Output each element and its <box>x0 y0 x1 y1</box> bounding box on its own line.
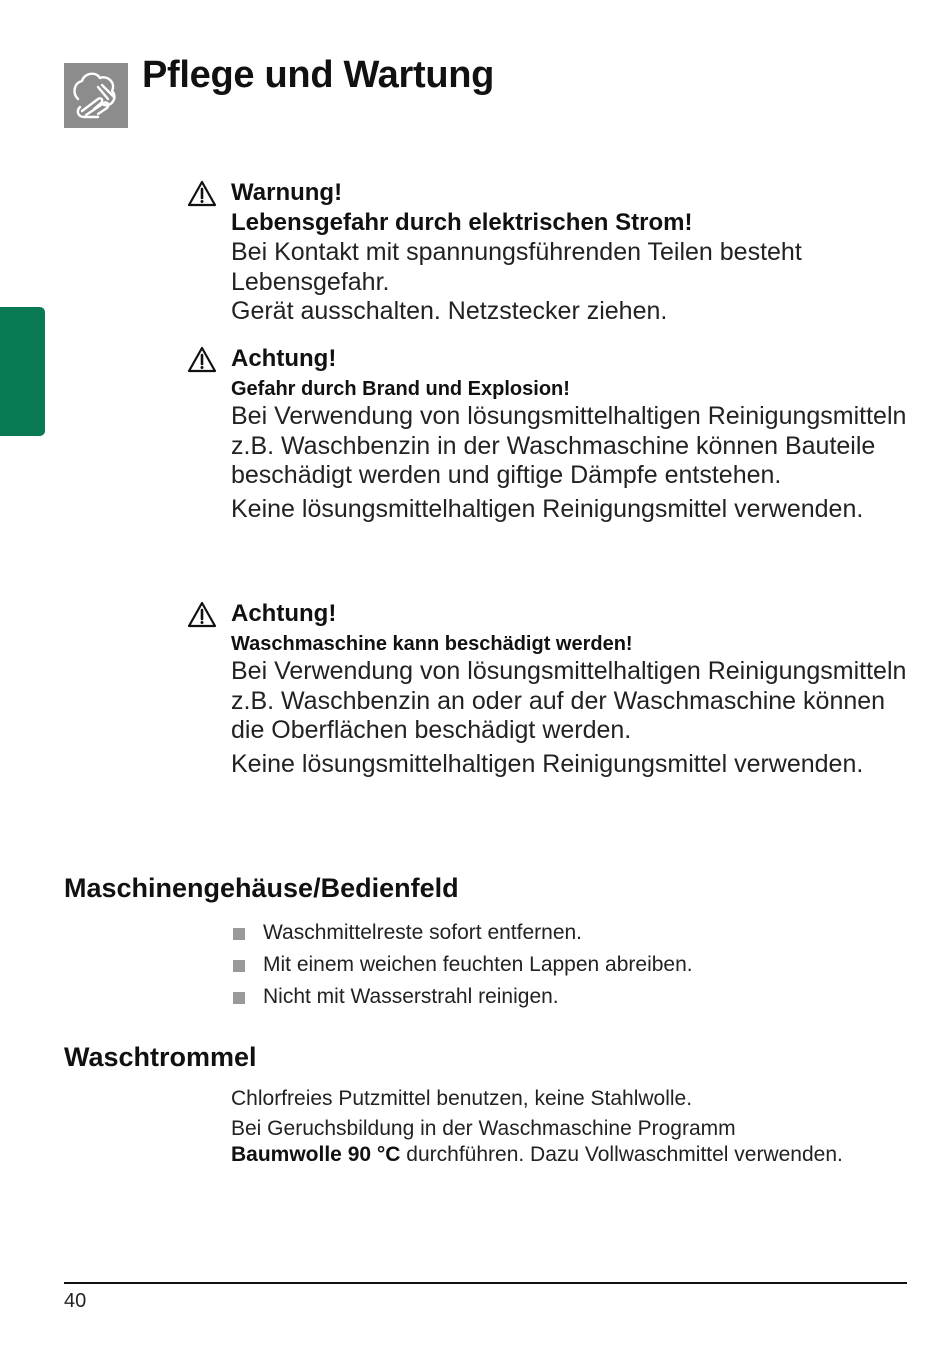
page-number: 40 <box>64 1290 87 1312</box>
bullet-square-icon <box>233 928 245 940</box>
drum-care-text <box>231 1086 921 1168</box>
warning-triangle-icon <box>187 180 217 207</box>
list-item <box>231 918 693 950</box>
notice-instruction: Gerät ausschalten. Netzstecker ziehen. <box>231 297 668 325</box>
notice-text: Bei Verwendung von lösungsmittelhaltigen Reinigungsmitteln z.B. Waschbenzin an oder auf der Waschmaschine können die Oberflächen beschädigt werden. <box>231 657 907 744</box>
drum-text-2 <box>231 1116 921 1168</box>
drum-text-1: Chlorfreies Putzmittel benutzen, keine Stahlwolle. <box>231 1087 693 1110</box>
bullet-square-icon <box>233 960 245 972</box>
chapter-tab <box>0 307 45 436</box>
page-title: Pflege und Wartung <box>142 54 495 96</box>
section-heading-housing: Maschinengehäuse/Bedienfeld <box>64 873 459 903</box>
drum-text-2-suffix: durchführen. Dazu Vollwaschmittel verwenden. <box>406 1143 843 1166</box>
program-name: Baumwolle 90 °C <box>231 1143 401 1166</box>
drum-text-2-prefix: Bei Geruchsbildung in der Waschmaschine Programm <box>231 1117 736 1140</box>
hand-washing-icon <box>64 63 128 128</box>
list-item <box>231 950 693 982</box>
list-item-text: Waschmittelreste sofort entfernen. <box>263 921 583 944</box>
caution-notice-damage <box>187 599 907 779</box>
notice-text: Bei Verwendung von lösungsmittelhaltigen Reinigungsmitteln z.B. Waschbenzin in der Waschmaschine können Bauteile beschädigt werden und giftige Dämpfe entstehen. <box>231 402 907 489</box>
bullet-square-icon <box>233 992 245 1004</box>
warning-notice-electric <box>187 178 907 327</box>
notice-heading: Warnung! <box>231 179 343 206</box>
warning-triangle-icon <box>187 601 217 628</box>
notice-subheading: Waschmaschine kann beschädigt werden! <box>231 633 633 655</box>
notice-subheading: Gefahr durch Brand und Explosion! <box>231 378 570 400</box>
footer-rule <box>64 1282 907 1284</box>
section-heading-drum: Waschtrommel <box>64 1042 257 1072</box>
notice-subheading: Lebensgefahr durch elektrischen Strom! <box>231 209 693 236</box>
caution-notice-fire <box>187 344 907 524</box>
notice-heading: Achtung! <box>231 345 337 372</box>
notice-instruction: Keine lösungsmittelhaltigen Reinigungsmittel verwenden. <box>231 749 864 778</box>
notice-text: Bei Kontakt mit spannungsführenden Teilen besteht Lebensgefahr. <box>231 238 802 296</box>
warning-triangle-icon <box>187 346 217 373</box>
notice-heading: Achtung! <box>231 600 337 627</box>
list-item-text: Mit einem weichen feuchten Lappen abreiben. <box>263 953 693 976</box>
housing-care-list <box>231 918 693 1014</box>
list-item-text: Nicht mit Wasserstrahl reinigen. <box>263 985 559 1008</box>
notice-instruction: Keine lösungsmittelhaltigen Reinigungsmittel verwenden. <box>231 494 864 523</box>
list-item <box>231 982 693 1014</box>
